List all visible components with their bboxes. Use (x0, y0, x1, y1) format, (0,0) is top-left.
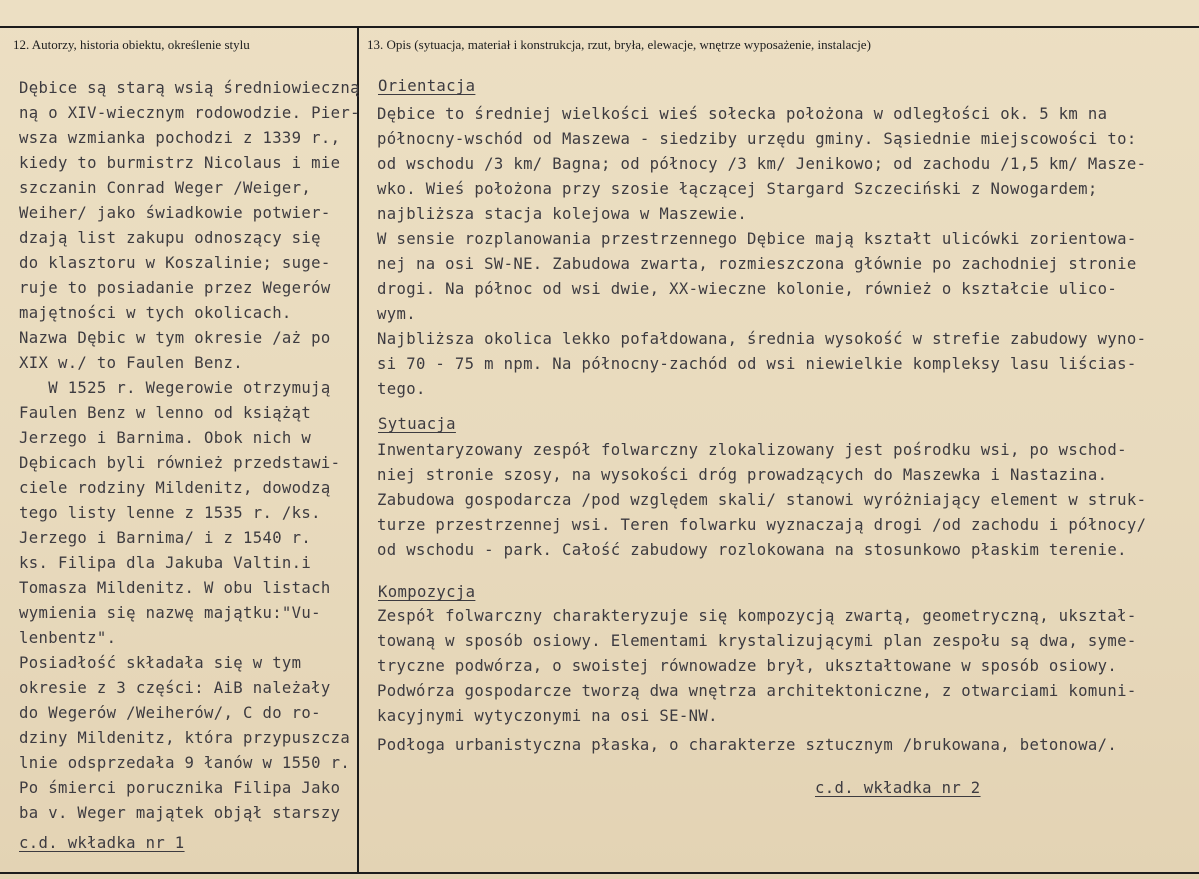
field-13-header: 13. Opis (sytuacja, materiał i konstrukcja, rzut, bryła, elewacje, wnętrze wyposażenie, instalacje) (367, 37, 871, 52)
history-line: dzają list zakupu odnoszący się (19, 229, 321, 247)
sytuacja-line: turze przestrzennej wsi. Teren folwarku wyznaczają drogi /od zachodu i północy/ (377, 516, 1147, 534)
orientacja-line: północny-wschód od Maszewa - siedziby urzędu gminy. Sąsiednie miejscowości to: (377, 130, 1137, 148)
column-divider (357, 28, 359, 872)
orientacja-line: od wschodu /3 km/ Bagna; od północy /3 km/ Jenikowo; od zachodu /1,5 km/ Masze- (377, 155, 1147, 173)
history-line: W 1525 r. Wegerowie otrzymują (19, 379, 331, 397)
history-line: szczanin Conrad Weger /Weiger, (19, 179, 312, 197)
history-line: lnie odsprzedała 9 łanów w 1550 r. (19, 754, 351, 772)
kompozycja-line: tryczne podwórza, o swoistej równowadze brył, ukształtowane w sposób osiowy. (377, 657, 1118, 675)
section-heading-kompozycja: Kompozycja (378, 583, 476, 601)
orientacja-line: si 70 - 75 m npm. Na północny-zachód od wsi niewielkie kompleksy lasu liścias- (377, 355, 1137, 373)
sytuacja-line: niej stronie szosy, na wysokości dróg prowadzących do Maszewka i Nastazina. (377, 466, 1108, 484)
orientacja-line: Dębice to średniej wielkości wieś sołecka położona w odległości ok. 5 km na (377, 105, 1108, 123)
history-line: lenbentz". (19, 629, 117, 647)
orientacja-line: wko. Wieś położona przy szosie łączącej Stargard Szczeciński z Nowogardem; (377, 180, 1098, 198)
history-line: ną o XIV-wiecznym rodowodzie. Pier- (19, 104, 360, 122)
orientacja-line: W sensie rozplanowania przestrzennego Dębice mają kształt ulicówki zorientowa- (377, 230, 1137, 248)
kompozycja-line: Zespół folwarczny charakteryzuje się kompozycją zwartą, geometryczną, ukształ- (377, 607, 1137, 625)
history-line: dziny Mildenitz, która przypuszcza (19, 729, 351, 747)
history-line: majętności w tych okolicach. (19, 304, 292, 322)
kompozycja-line: Podwórza gospodarcze tworzą dwa wnętrza architektoniczne, z otwarciami komuni- (377, 682, 1137, 700)
kompozycja-line: kacyjnymi wytyczonymi na osi SE-NW. (377, 707, 718, 725)
history-line: Tomasza Mildenitz. W obu listach (19, 579, 331, 597)
history-line: Posiadłość składała się w tym (19, 654, 302, 672)
orientacja-line: Najbliższa okolica lekko pofałdowana, średnia wysokość w strefie zabudowy wyno- (377, 330, 1147, 348)
orientacja-line: wym. (377, 305, 416, 323)
history-line: tego listy lenne z 1535 r. /ks. (19, 504, 321, 522)
kompozycja-line: Podłoga urbanistyczna płaska, o charakterze sztucznym /brukowana, betonowa/. (377, 736, 1118, 754)
history-line: wymienia się nazwę majątku:"Vu- (19, 604, 321, 622)
section-heading-sytuacja: Sytuacja (378, 415, 456, 433)
history-line: ks. Filipa dla Jakuba Valtin.i (19, 554, 312, 572)
history-line: Dębicach byli również przedstawi- (19, 454, 341, 472)
history-line: Jerzego i Barnima. Obok nich w (19, 429, 312, 447)
history-line: do Wegerów /Weiherów/, C do ro- (19, 704, 321, 722)
orientacja-line: najbliższa stacja kolejowa w Maszewie. (377, 205, 748, 223)
sytuacja-line: Zabudowa gospodarcza /pod względem skali/ stanowi wyróżniający element w struk- (377, 491, 1147, 509)
history-line: ruje to posiadanie przez Wegerów (19, 279, 331, 297)
history-line: Dębice są starą wsią średniowieczną (19, 79, 360, 97)
history-line: wsza wzmianka pochodzi z 1339 r., (19, 129, 341, 147)
continuation-note-2: c.d. wkładka nr 2 (815, 779, 981, 797)
section-heading-orientacja: Orientacja (378, 77, 476, 95)
orientacja-line: drogi. Na północ od wsi dwie, XX-wieczne kolonie, również o kształcie ulico- (377, 280, 1118, 298)
history-line: Po śmierci porucznika Filipa Jako (19, 779, 341, 797)
history-line: do klasztoru w Koszalinie; suge- (19, 254, 331, 272)
history-line: okresie z 3 części: AiB należały (19, 679, 331, 697)
history-line: Jerzego i Barnima/ i z 1540 r. (19, 529, 312, 547)
history-line: Nazwa Dębic w tym okresie /aż po (19, 329, 331, 347)
orientacja-line: nej na osi SW-NE. Zabudowa zwarta, rozmieszczona głównie po zachodniej stronie (377, 255, 1137, 273)
orientacja-line: tego. (377, 380, 426, 398)
kompozycja-line: towaną w sposób osiowy. Elementami krystalizującymi plan zespołu są dwa, syme- (377, 632, 1137, 650)
history-line: ciele rodziny Mildenitz, dowodzą (19, 479, 331, 497)
field-12-header: 12. Autorzy, historia obiektu, określenie stylu (13, 37, 250, 52)
history-line: Weiher/ jako świadkowie potwier- (19, 204, 331, 222)
top-border (0, 26, 1199, 28)
history-line: XIX w./ to Faulen Benz. (19, 354, 243, 372)
sytuacja-line: od wschodu - park. Całość zabudowy rozlokowana na stosunkowo płaskim terenie. (377, 541, 1127, 559)
continuation-note-1: c.d. wkładka nr 1 (19, 834, 185, 852)
sytuacja-line: Inwentaryzowany zespół folwarczny zlokalizowany jest pośrodku wsi, po wschod- (377, 441, 1127, 459)
bottom-border (0, 872, 1199, 874)
history-line: Faulen Benz w lenno od książąt (19, 404, 312, 422)
history-line: kiedy to burmistrz Nicolaus i mie (19, 154, 341, 172)
history-line: ba v. Weger majątek objął starszy (19, 804, 341, 822)
